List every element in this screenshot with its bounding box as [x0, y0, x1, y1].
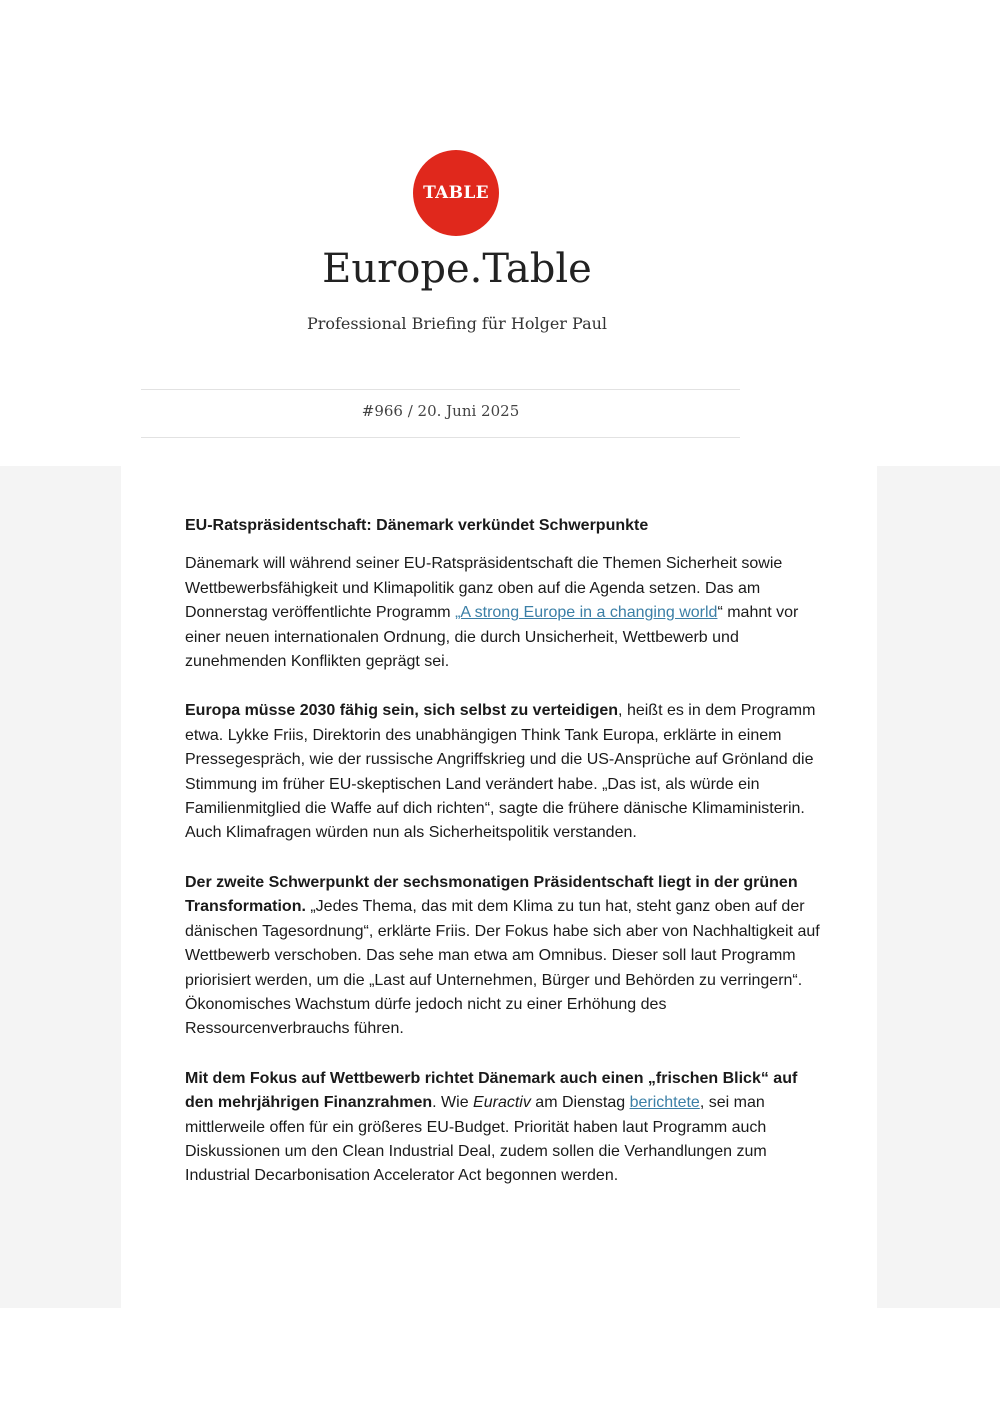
paragraph-4-text-c: , sei man mittlerweile offen für ein größeres EU-Budget. Priorität haben laut Programm auch Diskussionen um den Clean Industrial Deal, zudem sollen die Verhandlungen zum Industrial Decarbonisation Accelerator Act begonnen werden. — [185, 1094, 767, 1185]
reported-link[interactable]: berichtete — [629, 1094, 700, 1112]
paragraph-4-lead: Mit dem Fokus auf Wettbewerb richtet Dänemark auch einen „frischen Blick“ auf den mehrjährigen Finanzrahmen — [185, 1069, 798, 1112]
table-logo — [413, 150, 499, 236]
bottom-divider — [141, 437, 740, 438]
paragraph-4-text-b: am Dienstag — [530, 1094, 630, 1112]
paragraph-3 — [185, 871, 825, 1042]
program-link[interactable]: „A strong Europe in a changing world — [455, 604, 718, 622]
paragraph-1-text-b: “ mahnt vor einer neuen internationalen Ordnung, die durch Unsicherheit, Wettbewerb und zunehmenden Konflikten geprägt sei. — [185, 604, 799, 671]
paragraph-2-lead: Europa müsse 2030 fähig sein, sich selbst zu verteidigen — [185, 702, 619, 720]
article-headline: EU-Ratspräsidentschaft: Dänemark verkündet Schwerpunkte — [185, 517, 649, 534]
article-card — [121, 466, 877, 1308]
newsletter-title: Europe.Table — [322, 246, 592, 292]
top-divider — [141, 389, 740, 390]
paragraph-1 — [185, 552, 825, 674]
paragraph-3-text: „Jedes Thema, das mit dem Klima zu tun hat, steht ganz oben auf der dänischen Tagesordnung“, erklärte Friis. Der Fokus habe sich aber von Nachhaltigkeit auf Wettbewerb verschoben. Das sehe man etwa am Omnibus. Dieser soll laut Programm priorisiert werden, um die „Last auf Unternehmen, Bürger und Behörden zu verringern“. Ökonomisches Wachstum dürfe jedoch nicht zu einer Erhöhung des Ressourcenverbrauchs führen. — [185, 898, 820, 1038]
paragraph-4 — [185, 1067, 825, 1189]
paragraph-3-lead: Der zweite Schwerpunkt der sechsmonatigen Präsidentschaft liegt in der grünen Transformation. — [185, 873, 798, 916]
paragraph-1-text-a: Dänemark will während seiner EU-Ratspräsidentschaft die Themen Sicherheit sowie Wettbewerbsfähigkeit und Klimapolitik ganz oben auf die Agenda setzen. Das am Donnerstag veröffentlichte Programm — [185, 555, 783, 622]
paragraph-2 — [185, 699, 825, 845]
newsletter-subtitle: Professional Briefing für Holger Paul — [306, 314, 608, 333]
source-name: Euractiv — [473, 1094, 531, 1112]
article-content — [185, 514, 825, 1214]
issue-info: #966 / 20. Juni 2025 — [361, 402, 520, 420]
paragraph-2-text: , heißt es in dem Programm etwa. Lykke Friis, Direktorin des unabhängigen Think Tank Europa, erklärte in einem Pressegespräch, wie der russische Angriffskrieg und die US-Ansprüche auf Grönland die Stimmung im früher EU-skeptischen Land verändert habe. „Das ist, als würde ein Familienmitglied die Waffe auf dich richten“, sagte die frühere dänische Klimaministerin. Auch Klimafragen würden nun als Sicherheitspolitik verstanden. — [185, 702, 816, 842]
logo-text: TABLE — [423, 183, 489, 203]
paragraph-4-text-a: . Wie — [432, 1094, 474, 1112]
